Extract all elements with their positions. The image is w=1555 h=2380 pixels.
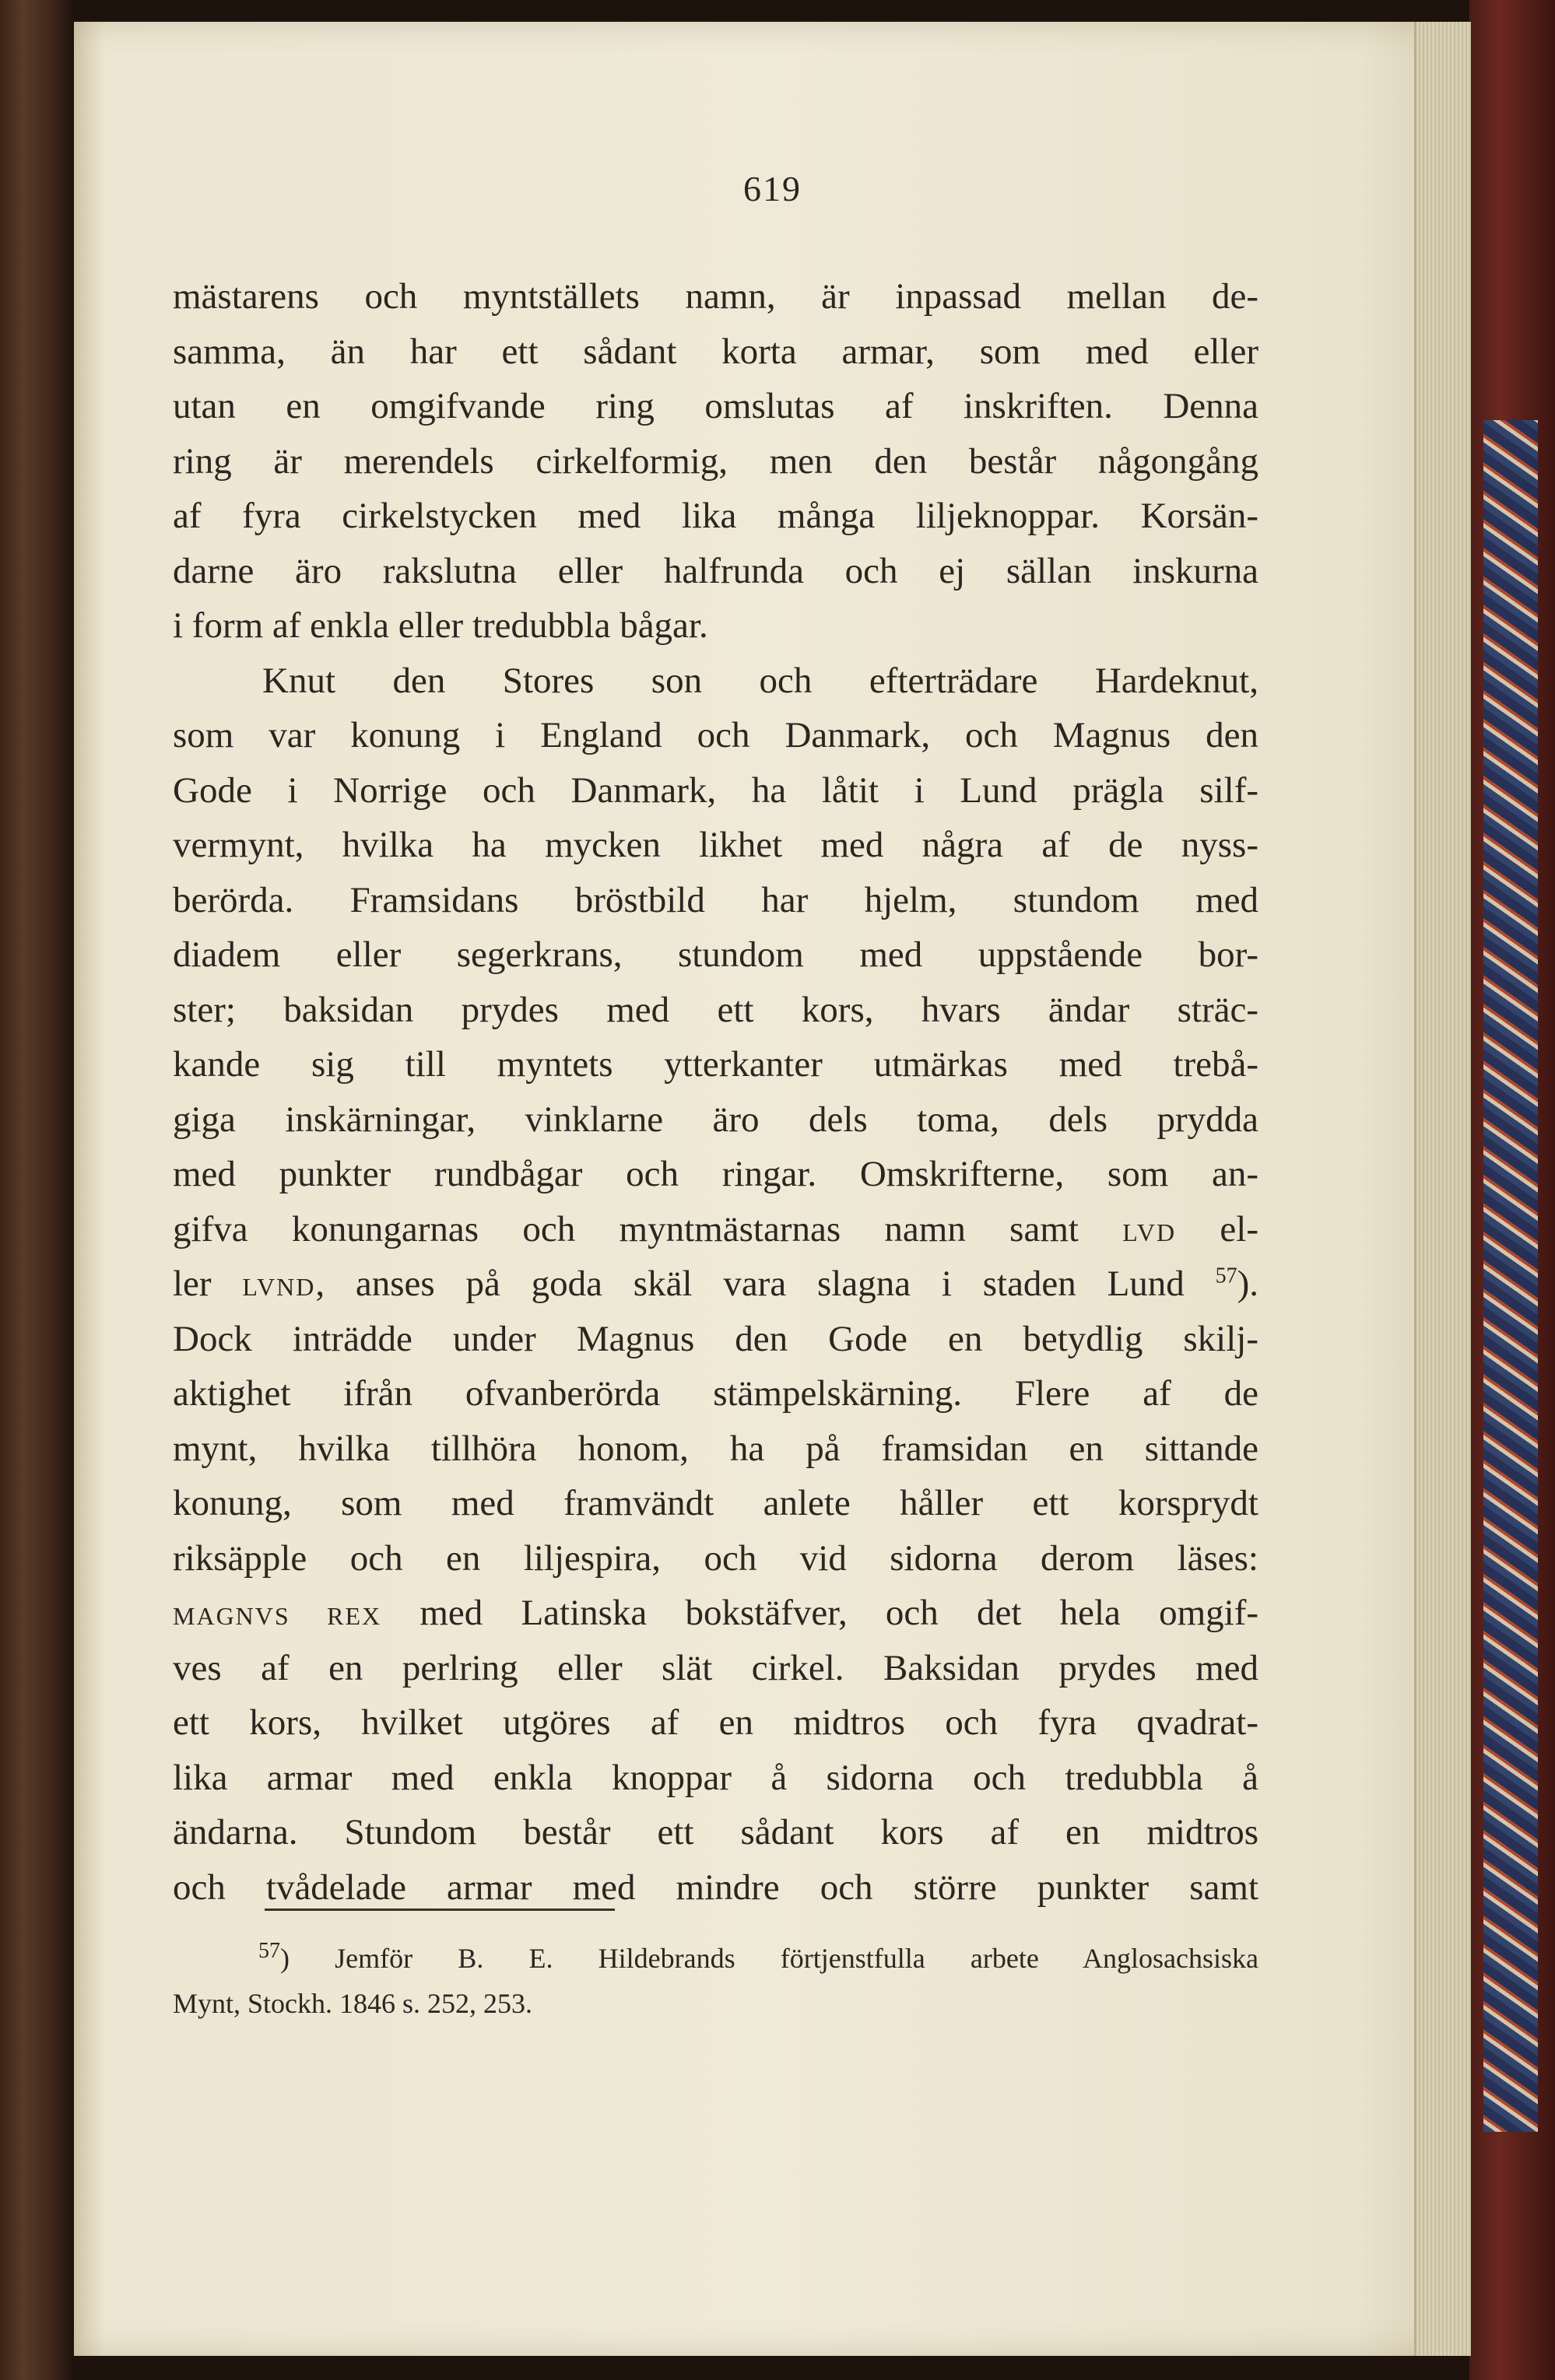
text-line: ler LVND, anses på goda skäl vara slagna i staden Lund $^{57}$). (173, 1264, 1259, 1304)
text-segment: el- (1220, 1208, 1258, 1250)
text-line: konung, som med framvändt anlete håller ett korsprydt (173, 1483, 1258, 1523)
text-segment: gifva konungarnas och myntmästarnas namn samt (173, 1208, 1079, 1250)
text-line: mynt, hvilka tillhöra honom, ha på framsidan en sittande (173, 1428, 1258, 1469)
page-number: 619 (743, 169, 802, 209)
footnote (173, 1936, 1258, 2026)
footnote-line (173, 1936, 1258, 1981)
text-line: ring är merendels cirkelformig, men den består någongång (173, 440, 1258, 482)
footnote-text: ) Jemför B. E. Hildebrands förtjenstfulla arbete Anglosachsiska (280, 1943, 1258, 1974)
footnote-reference: 57 (1215, 1264, 1237, 1288)
text-line: med punkter rundbågar och ringar. Omskrifterne, som an- (173, 1154, 1258, 1194)
text-line: berörda. Framsidans bröstbild har hjelm, stundom med (173, 879, 1258, 920)
text-line: Gode i Norrige och Danmark, ha låtit i Lund prägla silf- (173, 769, 1258, 811)
text-line: lika armar med enkla knoppar å sidorna och tredubbla å (173, 1757, 1258, 1798)
text-line: Knut den Stores son och efterträdare Hardeknut, (262, 660, 1258, 701)
text-line: Dock inträdde under Magnus den Gode en betydlig skilj- (173, 1318, 1258, 1359)
text-line: giga inskärningar, vinklarne äro dels toma, dels prydda (173, 1099, 1258, 1140)
text-line: diadem eller segerkrans, stundom med uppstående bor- (173, 934, 1258, 975)
text-segment: ler (173, 1264, 212, 1304)
page-edges (1414, 22, 1471, 2356)
text-line: darne äro rakslutna eller halfrunda och ej sällan inskurna (173, 550, 1258, 591)
main-text (173, 269, 1258, 1915)
footnote-marker: 57 (258, 1939, 280, 1963)
text-line: utan en omgifvande ring omslutas af inskriften. Denna (173, 386, 1258, 426)
text-line (173, 1202, 1258, 1257)
footnote-line: Mynt, Stockh. 1846 s. 252, 253. (173, 1988, 533, 2019)
footnote-rule (265, 1909, 615, 1911)
text-line: och tvådelade armar med mindre och större punkter samt (173, 1866, 1258, 1908)
text-line: samma, än har ett sådant korta armar, som med eller (173, 331, 1258, 372)
text-line: aktighet ifrån ofvanberörda stämpelskärning. Flere af de (173, 1373, 1258, 1414)
marbled-endpaper (1483, 420, 1538, 2132)
text-line: ster; baksidan prydes med ett kors, hvars ändar sträc- (173, 989, 1258, 1030)
text-line: i form af enkla eller tredubbla bågar. (173, 605, 708, 646)
inscription-magnvs-rex: MAGNVS REX (173, 1602, 382, 1630)
text-line: af fyra cirkelstycken med lika många liljeknoppar. Korsän- (173, 496, 1258, 536)
text-line: kande sig till myntets ytterkanter utmärkas med trebå- (173, 1044, 1258, 1085)
inscription-lvd: LVD (1122, 1218, 1177, 1246)
text-line: ves af en perlring eller slät cirkel. Baksidan prydes med (173, 1647, 1258, 1688)
book-page (74, 22, 1471, 2356)
text-segment: , anses på goda skäl vara slagna i staden Lund (315, 1264, 1185, 1304)
text-line (173, 1586, 1258, 1641)
text-line: som var konung i England och Danmark, och Magnus den (173, 715, 1258, 755)
text-line: ett kors, hvilket utgöres af en midtros och fyra qvadrat- (173, 1702, 1258, 1743)
text-line: ändarna. Stundom består ett sådant kors af en midtros (173, 1812, 1258, 1852)
text-segment: med Latinska bokstäfver, och det hela omgif- (419, 1593, 1259, 1633)
text-line: riksäpple och en liljespira, och vid sidorna derom läses: (173, 1537, 1258, 1579)
text-line: vermynt, hvilka ha mycken likhet med några af de nyss- (173, 825, 1258, 865)
text-line: mästarens och myntställets namn, är inpassad mellan de- (173, 276, 1258, 317)
inscription-lvnd: LVND (242, 1273, 316, 1301)
